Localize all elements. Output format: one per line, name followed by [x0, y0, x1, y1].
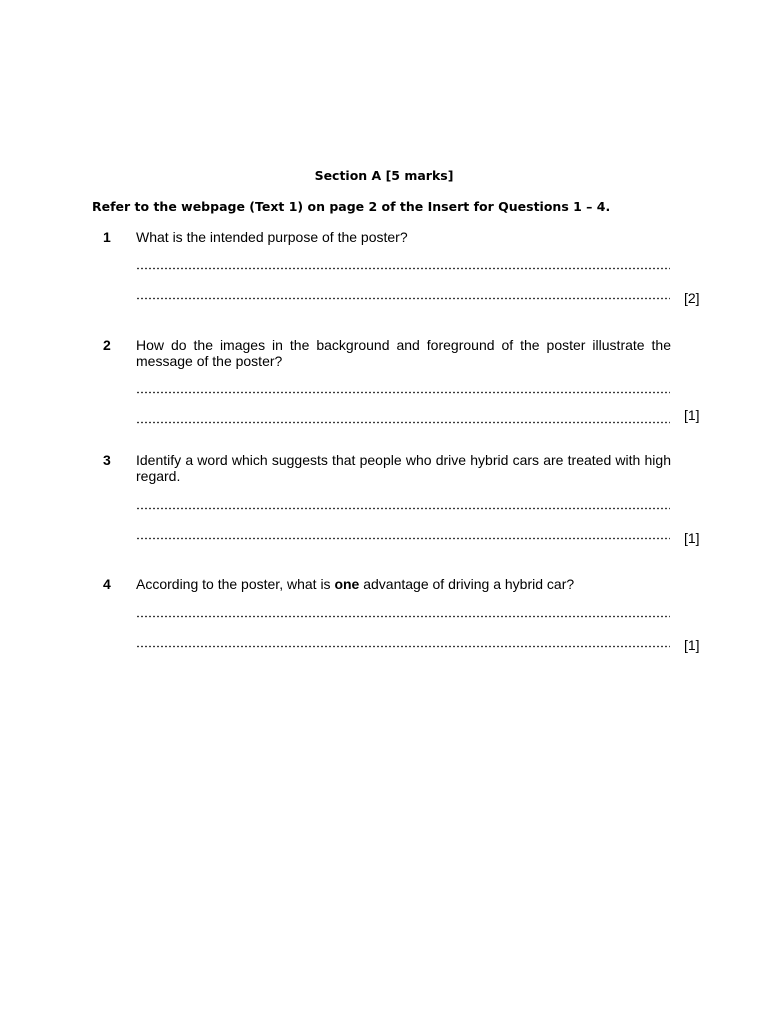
answer-line-2[interactable]	[136, 417, 670, 427]
question-emphasis: one	[334, 576, 360, 592]
answer-line-2[interactable]	[136, 641, 670, 651]
answer-line-2[interactable]	[136, 293, 670, 303]
question-text-part: advantage of driving a hybrid car?	[359, 576, 575, 592]
answer-line-1[interactable]	[136, 503, 670, 513]
section-title: Section A [5 marks]	[314, 168, 454, 183]
answer-line-1[interactable]	[136, 387, 670, 397]
question-text-part: According to the poster, what is	[136, 576, 335, 592]
mark-allocation: [1]	[684, 530, 700, 546]
question-number: 1	[103, 229, 111, 245]
question-number: 4	[103, 576, 111, 592]
question-text: Identify a word which suggests that people who drive hybrid cars are treated with high regard.	[136, 452, 671, 484]
question-text: How do the images in the background and foreground of the poster illustrate the message of the poster?	[136, 337, 671, 369]
question-text: What is the intended purpose of the poster?	[136, 229, 408, 245]
mark-allocation: [1]	[684, 407, 700, 423]
answer-line-1[interactable]	[136, 263, 670, 273]
section-instruction: Refer to the webpage (Text 1) on page 2 of the Insert for Questions 1 – 4.	[92, 199, 611, 214]
question-number: 3	[103, 452, 111, 468]
answer-line-2[interactable]	[136, 533, 670, 543]
mark-allocation: [1]	[684, 637, 700, 653]
mark-allocation: [2]	[684, 290, 700, 306]
answer-line-1[interactable]	[136, 611, 670, 621]
question-number: 2	[103, 337, 111, 353]
question-text	[136, 576, 671, 592]
